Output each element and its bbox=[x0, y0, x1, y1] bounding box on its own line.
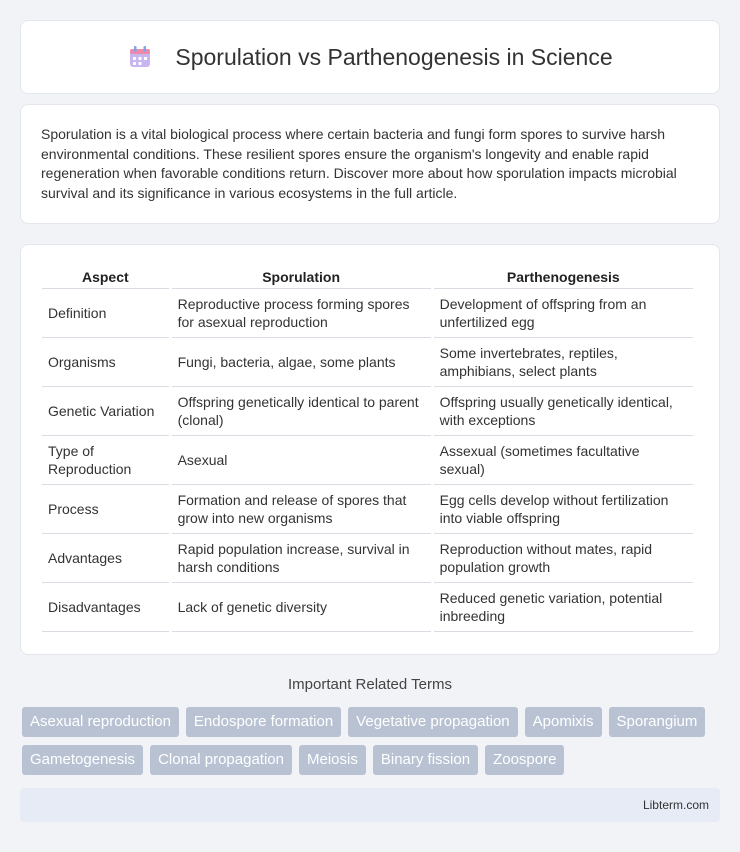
related-term-tag[interactable]: Gametogenesis bbox=[22, 745, 143, 775]
table-cell: Assexual (sometimes facultative sexual) bbox=[434, 436, 693, 485]
related-terms-heading: Important Related Terms bbox=[288, 676, 452, 693]
related-term-tag[interactable]: Binary fission bbox=[373, 745, 478, 775]
footer bbox=[20, 788, 720, 822]
related-term-tag[interactable]: Vegetative propagation bbox=[348, 707, 517, 737]
comparison-table bbox=[39, 265, 696, 632]
column-header-aspect: Aspect bbox=[42, 265, 169, 289]
table-cell: Disadvantages bbox=[42, 583, 169, 632]
intro-text: Sporulation is a vital biological process where certain bacteria and fungi form spores to survive harsh environmental conditions. These resilient spores ensure the organism's longevity and enable rapid regeneration when favorable conditions return. Discover more about how sporulation impacts microbial survival and its significance in various ecosystems in the full article. bbox=[41, 126, 677, 201]
table-cell: Reduced genetic variation, potential inbreeding bbox=[434, 583, 693, 632]
table-row bbox=[42, 289, 693, 338]
table-row bbox=[42, 436, 693, 485]
table-header-row bbox=[42, 265, 693, 289]
related-term-tag[interactable]: Endospore formation bbox=[186, 707, 341, 737]
title-card bbox=[20, 20, 720, 94]
page-title: Sporulation vs Parthenogenesis in Science bbox=[175, 43, 613, 70]
table-row bbox=[42, 338, 693, 387]
table-cell: Reproduction without mates, rapid population growth bbox=[434, 534, 693, 583]
related-term-tag[interactable]: Clonal propagation bbox=[150, 745, 292, 775]
comparison-card bbox=[20, 244, 720, 655]
related-term-tag[interactable]: Meiosis bbox=[299, 745, 366, 775]
table-cell: Advantages bbox=[42, 534, 169, 583]
footer-brand-link[interactable]: Libterm.com bbox=[642, 798, 709, 812]
table-cell: Genetic Variation bbox=[42, 387, 169, 436]
intro-card bbox=[20, 104, 720, 224]
table-cell: Rapid population increase, survival in harsh conditions bbox=[172, 534, 431, 583]
column-header-parthenogenesis: Parthenogenesis bbox=[434, 265, 693, 289]
table-cell: Definition bbox=[42, 289, 169, 338]
table-cell: Development of offspring from an unfertilized egg bbox=[434, 289, 693, 338]
table-cell: Type of Reproduction bbox=[42, 436, 169, 485]
related-term-tag[interactable]: Apomixis bbox=[525, 707, 602, 737]
table-cell: Egg cells develop without fertilization into viable offspring bbox=[434, 485, 693, 534]
table-cell: Process bbox=[42, 485, 169, 534]
table-cell: Offspring usually genetically identical, with exceptions bbox=[434, 387, 693, 436]
table-cell: Formation and release of spores that grow into new organisms bbox=[172, 485, 431, 534]
table-cell: Asexual bbox=[172, 436, 431, 485]
table-row bbox=[42, 583, 693, 632]
table-row bbox=[42, 387, 693, 436]
column-header-sporulation: Sporulation bbox=[172, 265, 431, 289]
calendar-icon bbox=[127, 44, 153, 70]
table-row bbox=[42, 485, 693, 534]
table-cell: Fungi, bacteria, algae, some plants bbox=[172, 338, 431, 387]
table-row bbox=[42, 534, 693, 583]
related-term-tag[interactable]: Sporangium bbox=[609, 707, 706, 737]
table-cell: Reproductive process forming spores for asexual reproduction bbox=[172, 289, 431, 338]
related-term-tag[interactable]: Asexual reproduction bbox=[22, 707, 179, 737]
table-cell: Offspring genetically identical to parent (clonal) bbox=[172, 387, 431, 436]
related-terms-list bbox=[22, 707, 722, 775]
related-term-tag[interactable]: Zoospore bbox=[485, 745, 564, 775]
table-cell: Organisms bbox=[42, 338, 169, 387]
table-cell: Some invertebrates, reptiles, amphibians, select plants bbox=[434, 338, 693, 387]
table-cell: Lack of genetic diversity bbox=[172, 583, 431, 632]
